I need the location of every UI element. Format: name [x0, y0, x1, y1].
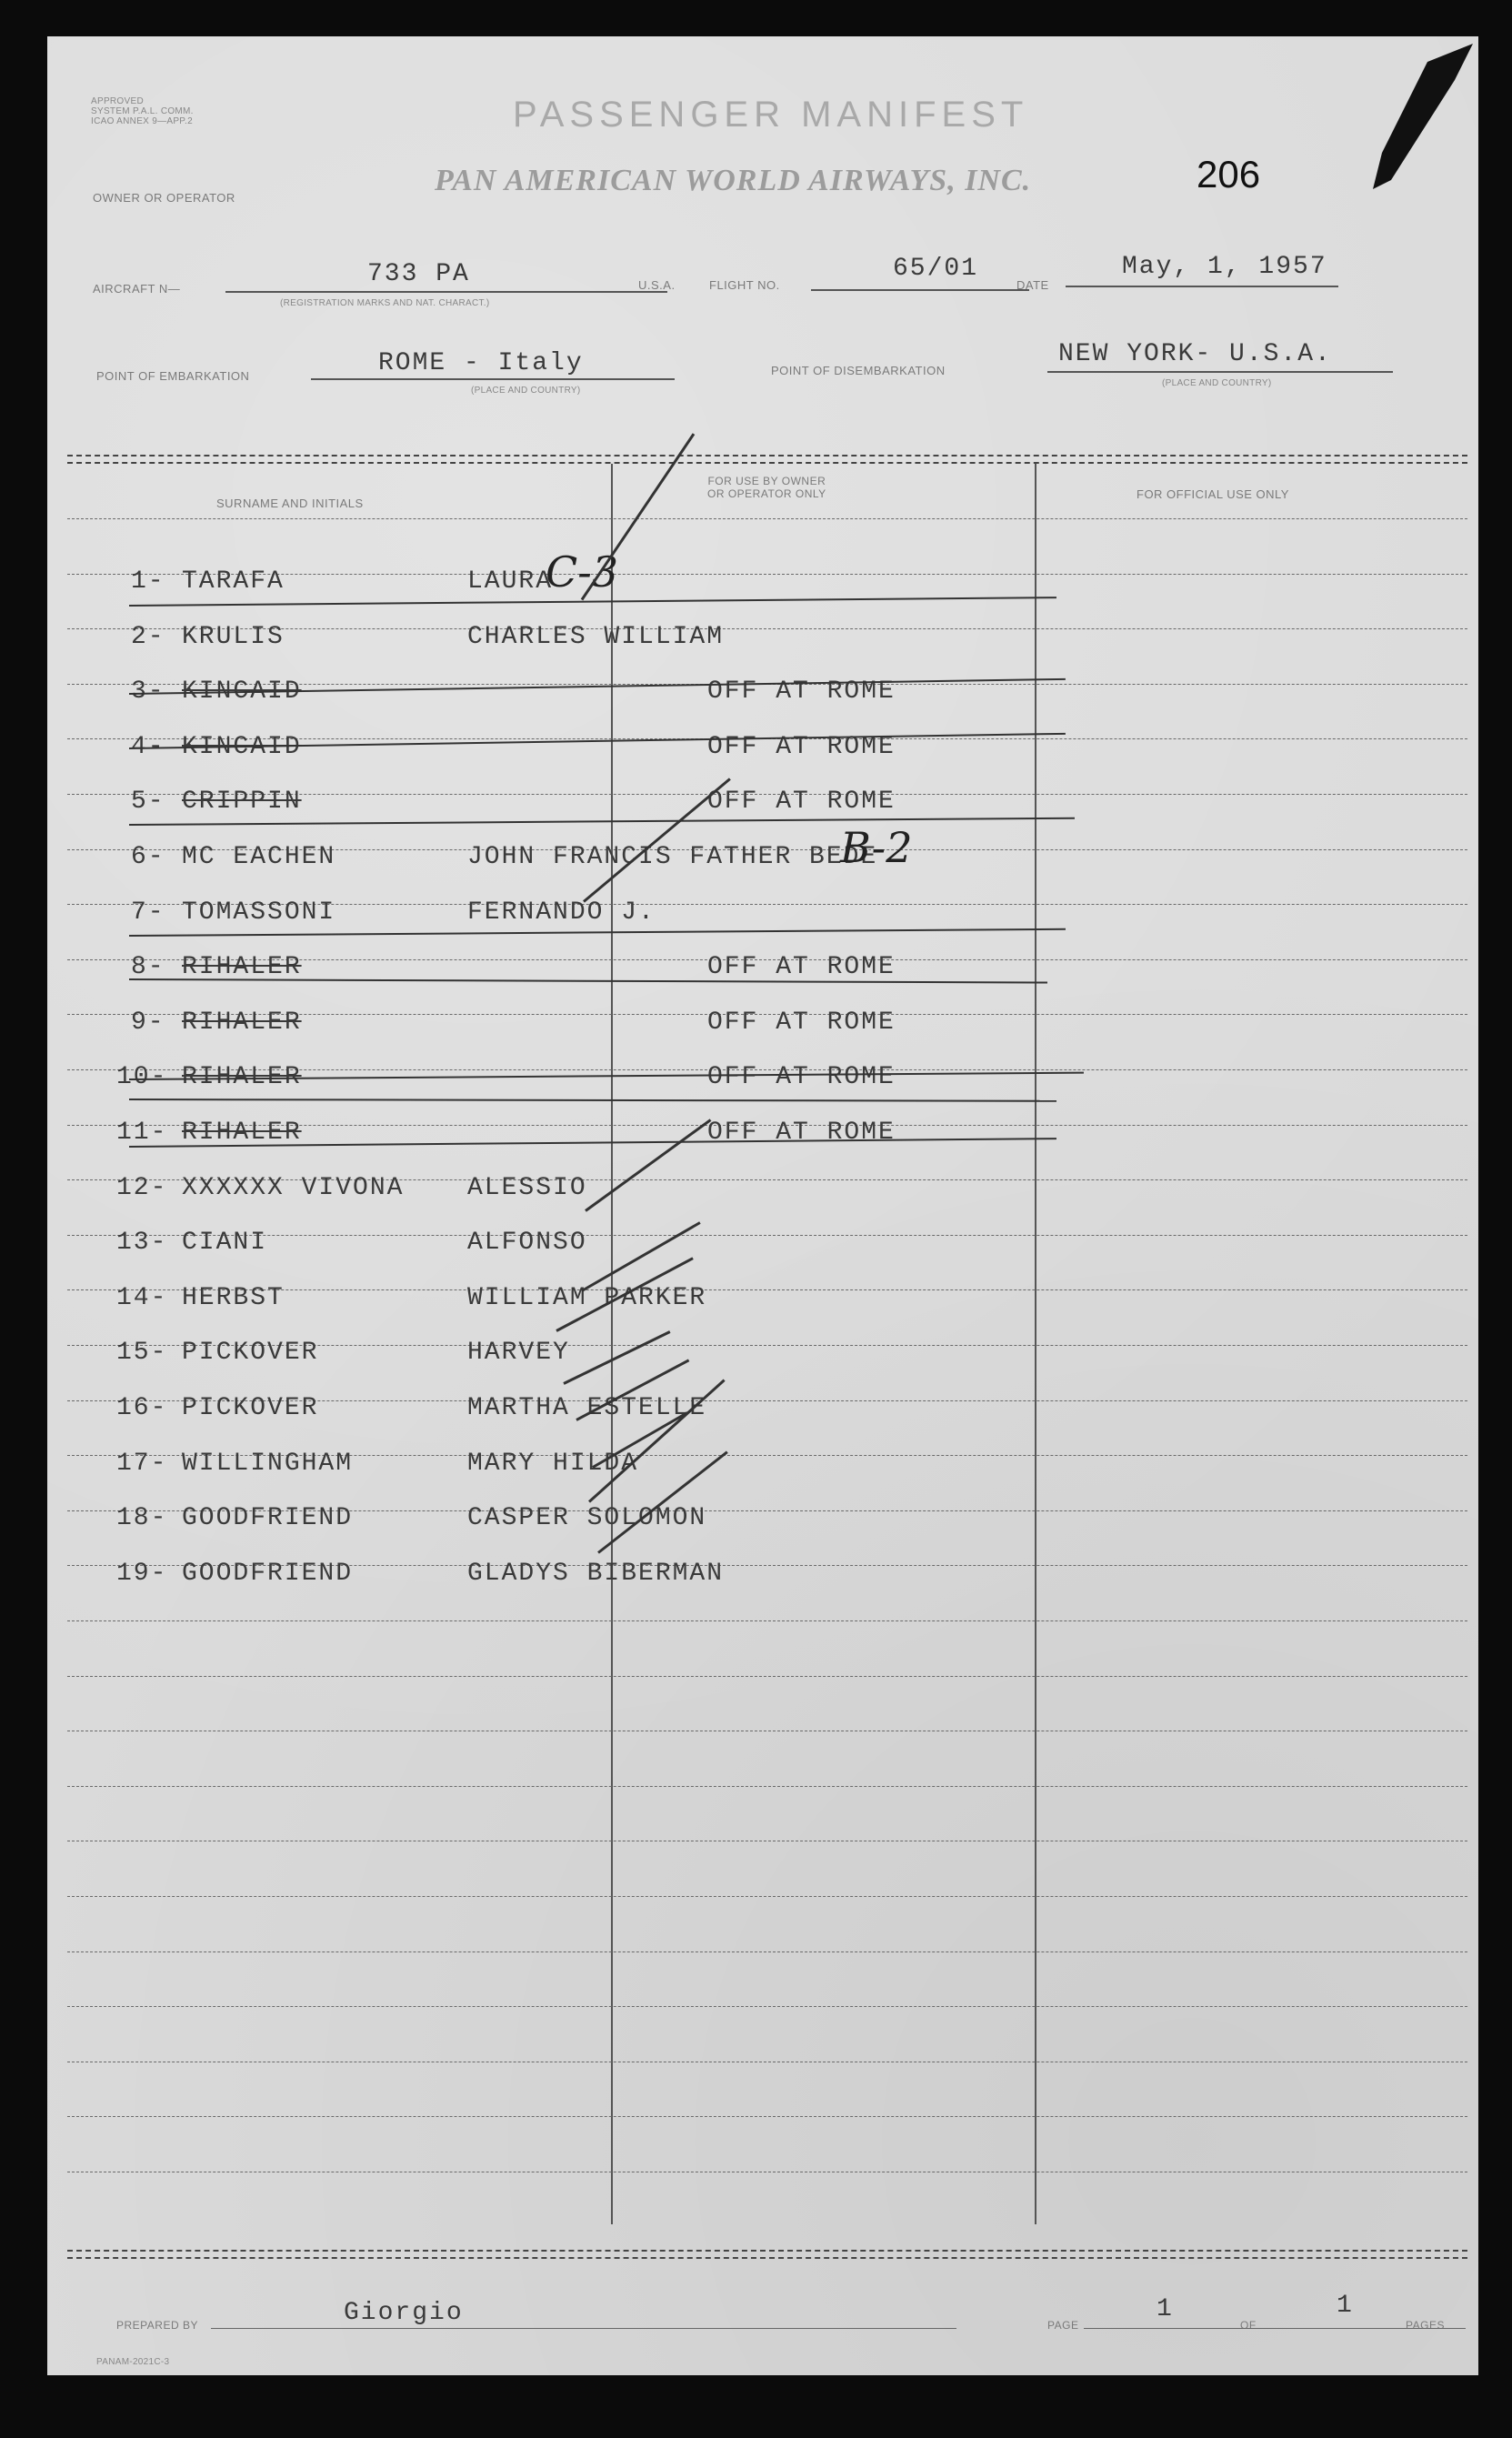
table-row — [47, 1229, 1478, 1265]
flight-number: 65/01 — [893, 255, 979, 283]
table-row — [47, 1063, 1478, 1099]
passenger-surname: GOODFRIEND — [182, 1504, 354, 1533]
approval-line-2: SYSTEM P.A.L. COMM. — [91, 106, 194, 116]
passenger-given-names: FERNANDO J. — [467, 898, 656, 927]
table-row — [47, 1008, 1478, 1045]
flight-label: FLIGHT NO. — [709, 278, 780, 292]
passenger-surname: MC EACHEN — [182, 843, 336, 871]
owner-header-line-2: OR OPERATOR ONLY — [707, 487, 826, 500]
form-title: PASSENGER MANIFEST — [513, 95, 1029, 135]
ruled-line — [67, 1676, 1467, 1677]
owner-header-line-1: FOR USE BY OWNER — [707, 475, 826, 487]
table-row — [47, 623, 1478, 659]
row-number: 12- — [116, 1173, 168, 1202]
nationality-label: U.S.A. — [638, 278, 676, 292]
passenger-note: OFF AT ROME — [707, 953, 896, 982]
passenger-note: OFF AT ROME — [707, 1119, 896, 1147]
page-label: PAGE — [1047, 2319, 1079, 2332]
pages-label: PAGES — [1406, 2319, 1445, 2332]
handwritten-seat: C-3 — [546, 547, 619, 597]
approval-stamp — [91, 96, 194, 126]
passenger-given-names: ALESSIO — [467, 1173, 587, 1202]
ruled-line — [67, 2116, 1467, 2117]
passenger-given-names: LAURA — [467, 567, 554, 596]
row-number: 1- — [131, 567, 165, 596]
passenger-given-names: JOHN FRANCIS FATHER BEDE — [467, 843, 878, 871]
table-top-border-2 — [67, 462, 1467, 464]
table-top-border — [67, 455, 1467, 456]
flight-underline — [811, 289, 1029, 291]
table-row — [47, 1504, 1478, 1540]
passenger-surname: GOODFRIEND — [182, 1559, 354, 1588]
row-number: 18- — [116, 1504, 168, 1533]
ruled-line — [67, 2006, 1467, 2007]
passenger-note: OFF AT ROME — [707, 732, 896, 761]
table-row — [47, 1560, 1478, 1596]
passenger-surname: WILLINGHAM — [182, 1449, 354, 1478]
aircraft-label: AIRCRAFT N— — [93, 282, 181, 296]
table-bottom-border — [67, 2250, 1467, 2252]
ruled-line — [67, 1786, 1467, 1787]
table-row — [47, 823, 1478, 879]
table-row — [47, 953, 1478, 989]
disembarkation-underline — [1047, 371, 1393, 373]
passenger-given-names: GLADYS BIBERMAN — [467, 1559, 725, 1588]
passenger-given-names: CHARLES WILLIAM — [467, 622, 725, 651]
column-header-owner — [707, 475, 826, 500]
prepared-by-label: PREPARED BY — [116, 2319, 198, 2332]
aircraft-underline — [225, 291, 667, 293]
passenger-note: OFF AT ROME — [707, 1063, 896, 1092]
passenger-surname: TARAFA — [182, 567, 285, 596]
disembarkation-sublabel: (PLACE AND COUNTRY) — [1162, 378, 1272, 388]
row-number: 11- — [116, 1119, 168, 1147]
aircraft-sublabel: (REGISTRATION MARKS AND NAT. CHARACT.) — [280, 298, 490, 308]
passenger-given-names: MARTHA ESTELLE — [467, 1394, 707, 1422]
flight-date: May, 1, 1957 — [1122, 253, 1327, 281]
passenger-given-names: CASPER SOLOMON — [467, 1504, 707, 1533]
embarkation-underline — [311, 378, 675, 380]
row-number: 15- — [116, 1339, 168, 1368]
row-number: 10- — [116, 1063, 168, 1092]
column-header-official: FOR OFFICIAL USE ONLY — [1137, 487, 1289, 501]
pencil-strike-line — [129, 1099, 1056, 1102]
manifest-sheet — [47, 36, 1478, 2375]
passenger-surname: TOMASSONI — [182, 898, 336, 927]
table-row — [47, 1284, 1478, 1320]
embarkation-value: ROME - Italy — [378, 349, 584, 377]
passenger-given-names: MARY HILDA — [467, 1449, 639, 1478]
embarkation-sublabel: (PLACE AND COUNTRY) — [471, 386, 581, 396]
ruled-line — [67, 518, 1467, 519]
passenger-note: OFF AT ROME — [707, 1008, 896, 1037]
of-label: OF — [1240, 2319, 1257, 2332]
row-number: 4- — [131, 732, 165, 761]
table-row — [47, 1450, 1478, 1486]
table-row — [47, 898, 1478, 935]
table-row — [47, 1394, 1478, 1430]
row-number: 13- — [116, 1229, 168, 1258]
page-value: 1 — [1157, 2295, 1174, 2323]
passenger-surname: RIHALER — [182, 1063, 302, 1092]
approval-line-1: APPROVED — [91, 96, 144, 106]
passenger-surname: PICKOVER — [182, 1339, 319, 1368]
ruled-line — [67, 1896, 1467, 1897]
date-label: DATE — [1016, 278, 1049, 292]
row-number: 16- — [116, 1394, 168, 1422]
ruled-line — [67, 1951, 1467, 1952]
date-underline — [1066, 286, 1338, 287]
row-number: 6- — [131, 843, 165, 871]
passenger-surname: CIANI — [182, 1229, 268, 1258]
disembarkation-label: POINT OF DISEMBARKATION — [771, 364, 946, 377]
table-row — [47, 1339, 1478, 1375]
row-number: 8- — [131, 953, 165, 982]
passenger-surname: HERBST — [182, 1283, 285, 1312]
passenger-given-names: HARVEY — [467, 1339, 570, 1368]
passenger-surname: RIHALER — [182, 953, 302, 982]
embarkation-label: POINT OF EMBARKATION — [96, 369, 250, 383]
row-number: 5- — [131, 788, 165, 817]
page-number: 206 — [1197, 153, 1261, 196]
passenger-surname: KINCAID — [182, 732, 302, 761]
table-row — [47, 1174, 1478, 1210]
passenger-note: OFF AT ROME — [707, 677, 896, 707]
passenger-given-names: ALFONSO — [467, 1229, 587, 1258]
aircraft-number: 733 PA — [367, 260, 470, 288]
page-underline — [1084, 2328, 1466, 2329]
table-bottom-border-2 — [67, 2257, 1467, 2259]
row-number: 7- — [131, 898, 165, 927]
passenger-surname: KINCAID — [182, 677, 302, 707]
passenger-surname: CRIPPIN — [182, 788, 302, 817]
row-number: 14- — [116, 1283, 168, 1312]
row-number: 3- — [131, 677, 165, 707]
airline-name: PAN AMERICAN WORLD AIRWAYS, INC. — [435, 164, 1032, 197]
row-number: 9- — [131, 1008, 165, 1037]
table-row — [47, 1119, 1478, 1155]
prepared-by-underline — [211, 2328, 956, 2329]
total-pages-value: 1 — [1337, 2292, 1354, 2320]
row-number: 2- — [131, 622, 165, 651]
passenger-surname: RIHALER — [182, 1008, 302, 1037]
passenger-surname: RIHALER — [182, 1119, 302, 1147]
column-header-surname: SURNAME AND INITIALS — [216, 497, 364, 510]
row-number: 19- — [116, 1559, 168, 1588]
passenger-given-names: WILLIAM PARKER — [467, 1283, 707, 1312]
torn-corner-mark — [1318, 44, 1482, 198]
passenger-note: OFF AT ROME — [707, 788, 896, 817]
handwritten-seat: B-2 — [840, 823, 913, 872]
ruled-line — [67, 1620, 1467, 1621]
form-code: PANAM-2021C-3 — [96, 2357, 170, 2367]
approval-line-3: ICAO ANNEX 9—APP.2 — [91, 116, 193, 126]
passenger-surname: XXXXXX VIVONA — [182, 1173, 405, 1202]
prepared-by-value: Giorgio — [344, 2299, 464, 2327]
row-number: 17- — [116, 1449, 168, 1478]
passenger-surname: PICKOVER — [182, 1394, 319, 1422]
disembarkation-value: NEW YORK- U.S.A. — [1058, 340, 1332, 368]
passenger-surname: KRULIS — [182, 622, 285, 651]
owner-label: OWNER OR OPERATOR — [93, 191, 235, 205]
